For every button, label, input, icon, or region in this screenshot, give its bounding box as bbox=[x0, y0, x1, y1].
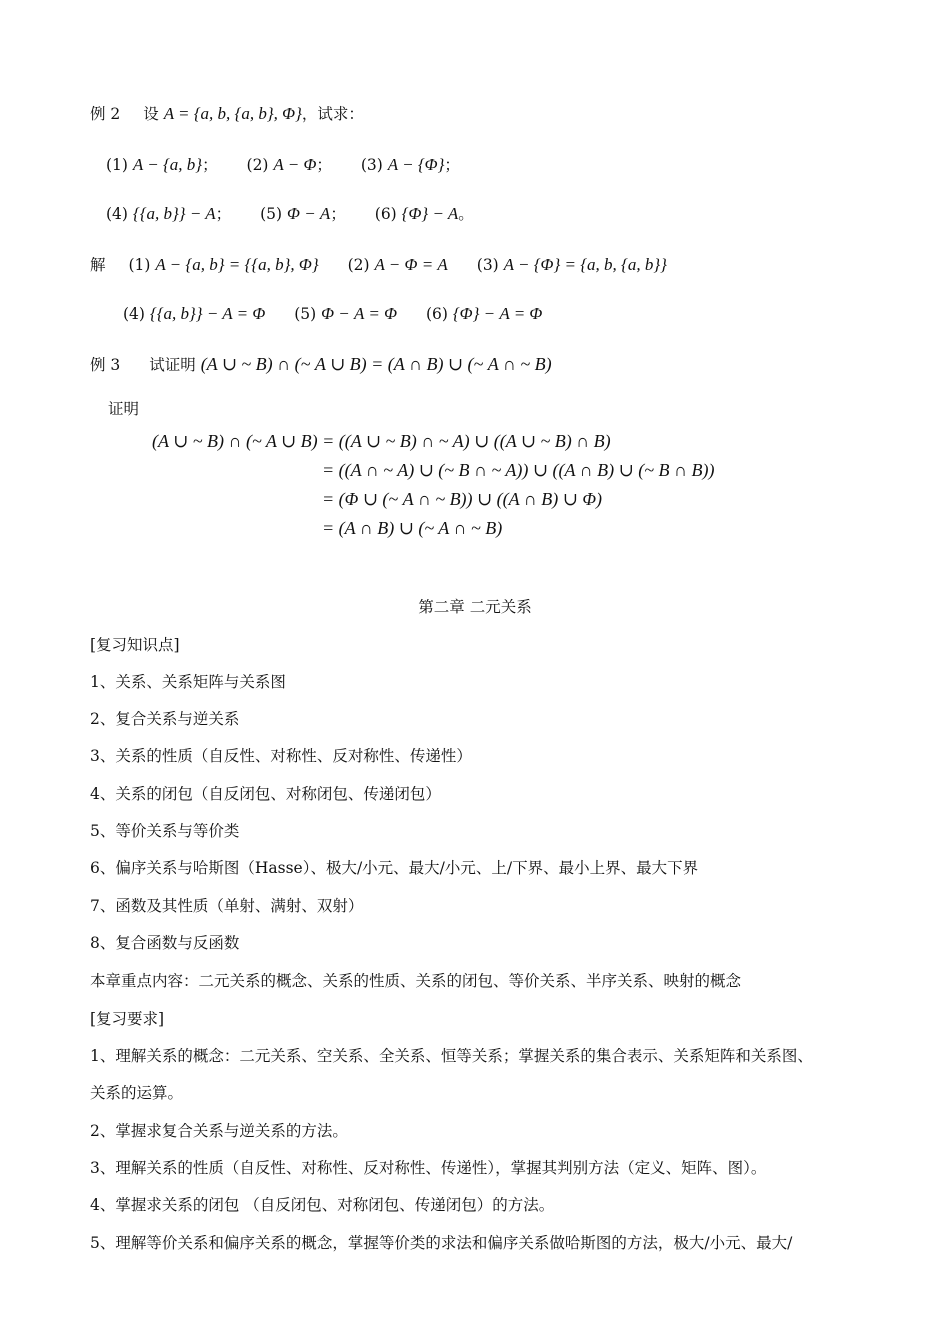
knowledge-item-5: 5、等价关系与等价类 bbox=[90, 822, 240, 840]
example-2-questions-row-2 bbox=[106, 204, 498, 224]
example-2-label: 例 2 bbox=[90, 105, 121, 123]
requirements-header: [复习要求] bbox=[90, 1010, 165, 1028]
requirement-1-cont: 关系的运算。 bbox=[90, 1084, 184, 1102]
answer-4: (4) {{a, b}} − A = Φ bbox=[123, 304, 266, 323]
question-5: (5) Φ − A； bbox=[260, 204, 346, 223]
answer-3: (3) A − {Φ} = {a, b, {a, b}} bbox=[476, 255, 667, 274]
example-3-intro: 试证明 bbox=[149, 356, 196, 374]
example-2-intro: 设 bbox=[143, 105, 159, 123]
knowledge-item-3: 3、关系的性质（自反性、对称性、反对称性、传递性） bbox=[90, 747, 472, 765]
proof-line-4: = (A ∩ B) ∪ (~ A ∩ ~ B) bbox=[322, 518, 503, 538]
knowledge-header: [复习知识点] bbox=[90, 636, 180, 654]
example-3-statement bbox=[90, 354, 552, 375]
answer-5: (5) Φ − A = Φ bbox=[294, 304, 398, 323]
answer-1: (1) A − {a, b} = {{a, b}, Φ} bbox=[128, 255, 319, 274]
example-3-label: 例 3 bbox=[90, 356, 121, 374]
answer-6: (6) {Φ} − A = Φ bbox=[425, 304, 543, 323]
question-4: (4) {{a, b}} − A； bbox=[106, 204, 232, 223]
solution-row-1 bbox=[90, 255, 691, 275]
requirement-5: 5、理解等价关系和偏序关系的概念，掌握等价类的求法和偏序关系做哈斯图的方法，极大/小元、最大/ bbox=[90, 1234, 793, 1252]
solution-row-2 bbox=[123, 304, 566, 324]
knowledge-item-1: 1、关系、关系矩阵与关系图 bbox=[90, 673, 286, 691]
example-2-questions-row-1 bbox=[106, 155, 484, 175]
knowledge-item-2: 2、复合关系与逆关系 bbox=[90, 710, 240, 728]
answer-2: (2) A − Φ = A bbox=[347, 255, 448, 274]
question-1: (1) A − {a, b}； bbox=[106, 155, 218, 174]
requirement-1: 1、理解关系的概念：二元关系、空关系、全关系、恒等关系；掌握关系的集合表示、关系矩阵和关系图、 bbox=[90, 1047, 813, 1065]
proof-line-1: (A ∪ ~ B) ∩ (~ A ∪ B) = ((A ∪ ~ B) ∩ ~ A) ∪ ((A ∪ ~ B) ∩ B) bbox=[152, 431, 611, 451]
requirement-2: 2、掌握求复合关系与逆关系的方法。 bbox=[90, 1122, 348, 1140]
requirement-4: 4、掌握求关系的闭包 （自反闭包、对称闭包、传递闭包）的方法。 bbox=[90, 1196, 555, 1214]
proof-line-3: = (Φ ∪ (~ A ∩ ~ B)) ∪ ((A ∩ B) ∪ Φ) bbox=[322, 489, 603, 509]
proof-line-2: = ((A ∩ ~ A) ∪ (~ B ∩ ~ A)) ∪ ((A ∩ B) ∪ (~ B ∩ B)) bbox=[322, 460, 715, 480]
requirement-3: 3、理解关系的性质（自反性、对称性、反对称性、传递性），掌握其判别方法（定义、矩阵、图）。 bbox=[90, 1159, 767, 1177]
knowledge-item-7: 7、函数及其性质（单射、满射、双射） bbox=[90, 897, 364, 915]
proof-label: 证明 bbox=[108, 400, 140, 418]
example-2-statement bbox=[90, 104, 364, 124]
knowledge-item-8: 8、复合函数与反函数 bbox=[90, 934, 240, 952]
knowledge-item-6: 6、偏序关系与哈斯图（Hasse）、极大/小元、最大/小元、上/下界、最小上界、最大下界 bbox=[90, 859, 699, 877]
question-3: (3) A − {Φ}； bbox=[360, 155, 460, 174]
question-2: (2) A − Φ； bbox=[246, 155, 332, 174]
example-3-formula: (A ∪ ~ B) ∩ (~ A ∪ B) = (A ∩ B) ∪ (~ A ∩ ~ B) bbox=[200, 354, 552, 374]
knowledge-item-4: 4、关系的闭包（自反闭包、对称闭包、传递闭包） bbox=[90, 785, 441, 803]
chapter-title: 第二章 二元关系 bbox=[418, 598, 532, 616]
example-2-ask: ，试求： bbox=[301, 105, 364, 123]
question-6: (6) {Φ} − A。 bbox=[374, 204, 474, 223]
chapter-focus: 本章重点内容：二元关系的概念、关系的性质、关系的闭包、等价关系、半序关系、映射的概念 bbox=[90, 972, 742, 990]
solution-label: 解 bbox=[90, 256, 106, 274]
example-2-set-definition: A = {a, b, {a, b}, Φ} bbox=[163, 104, 302, 123]
